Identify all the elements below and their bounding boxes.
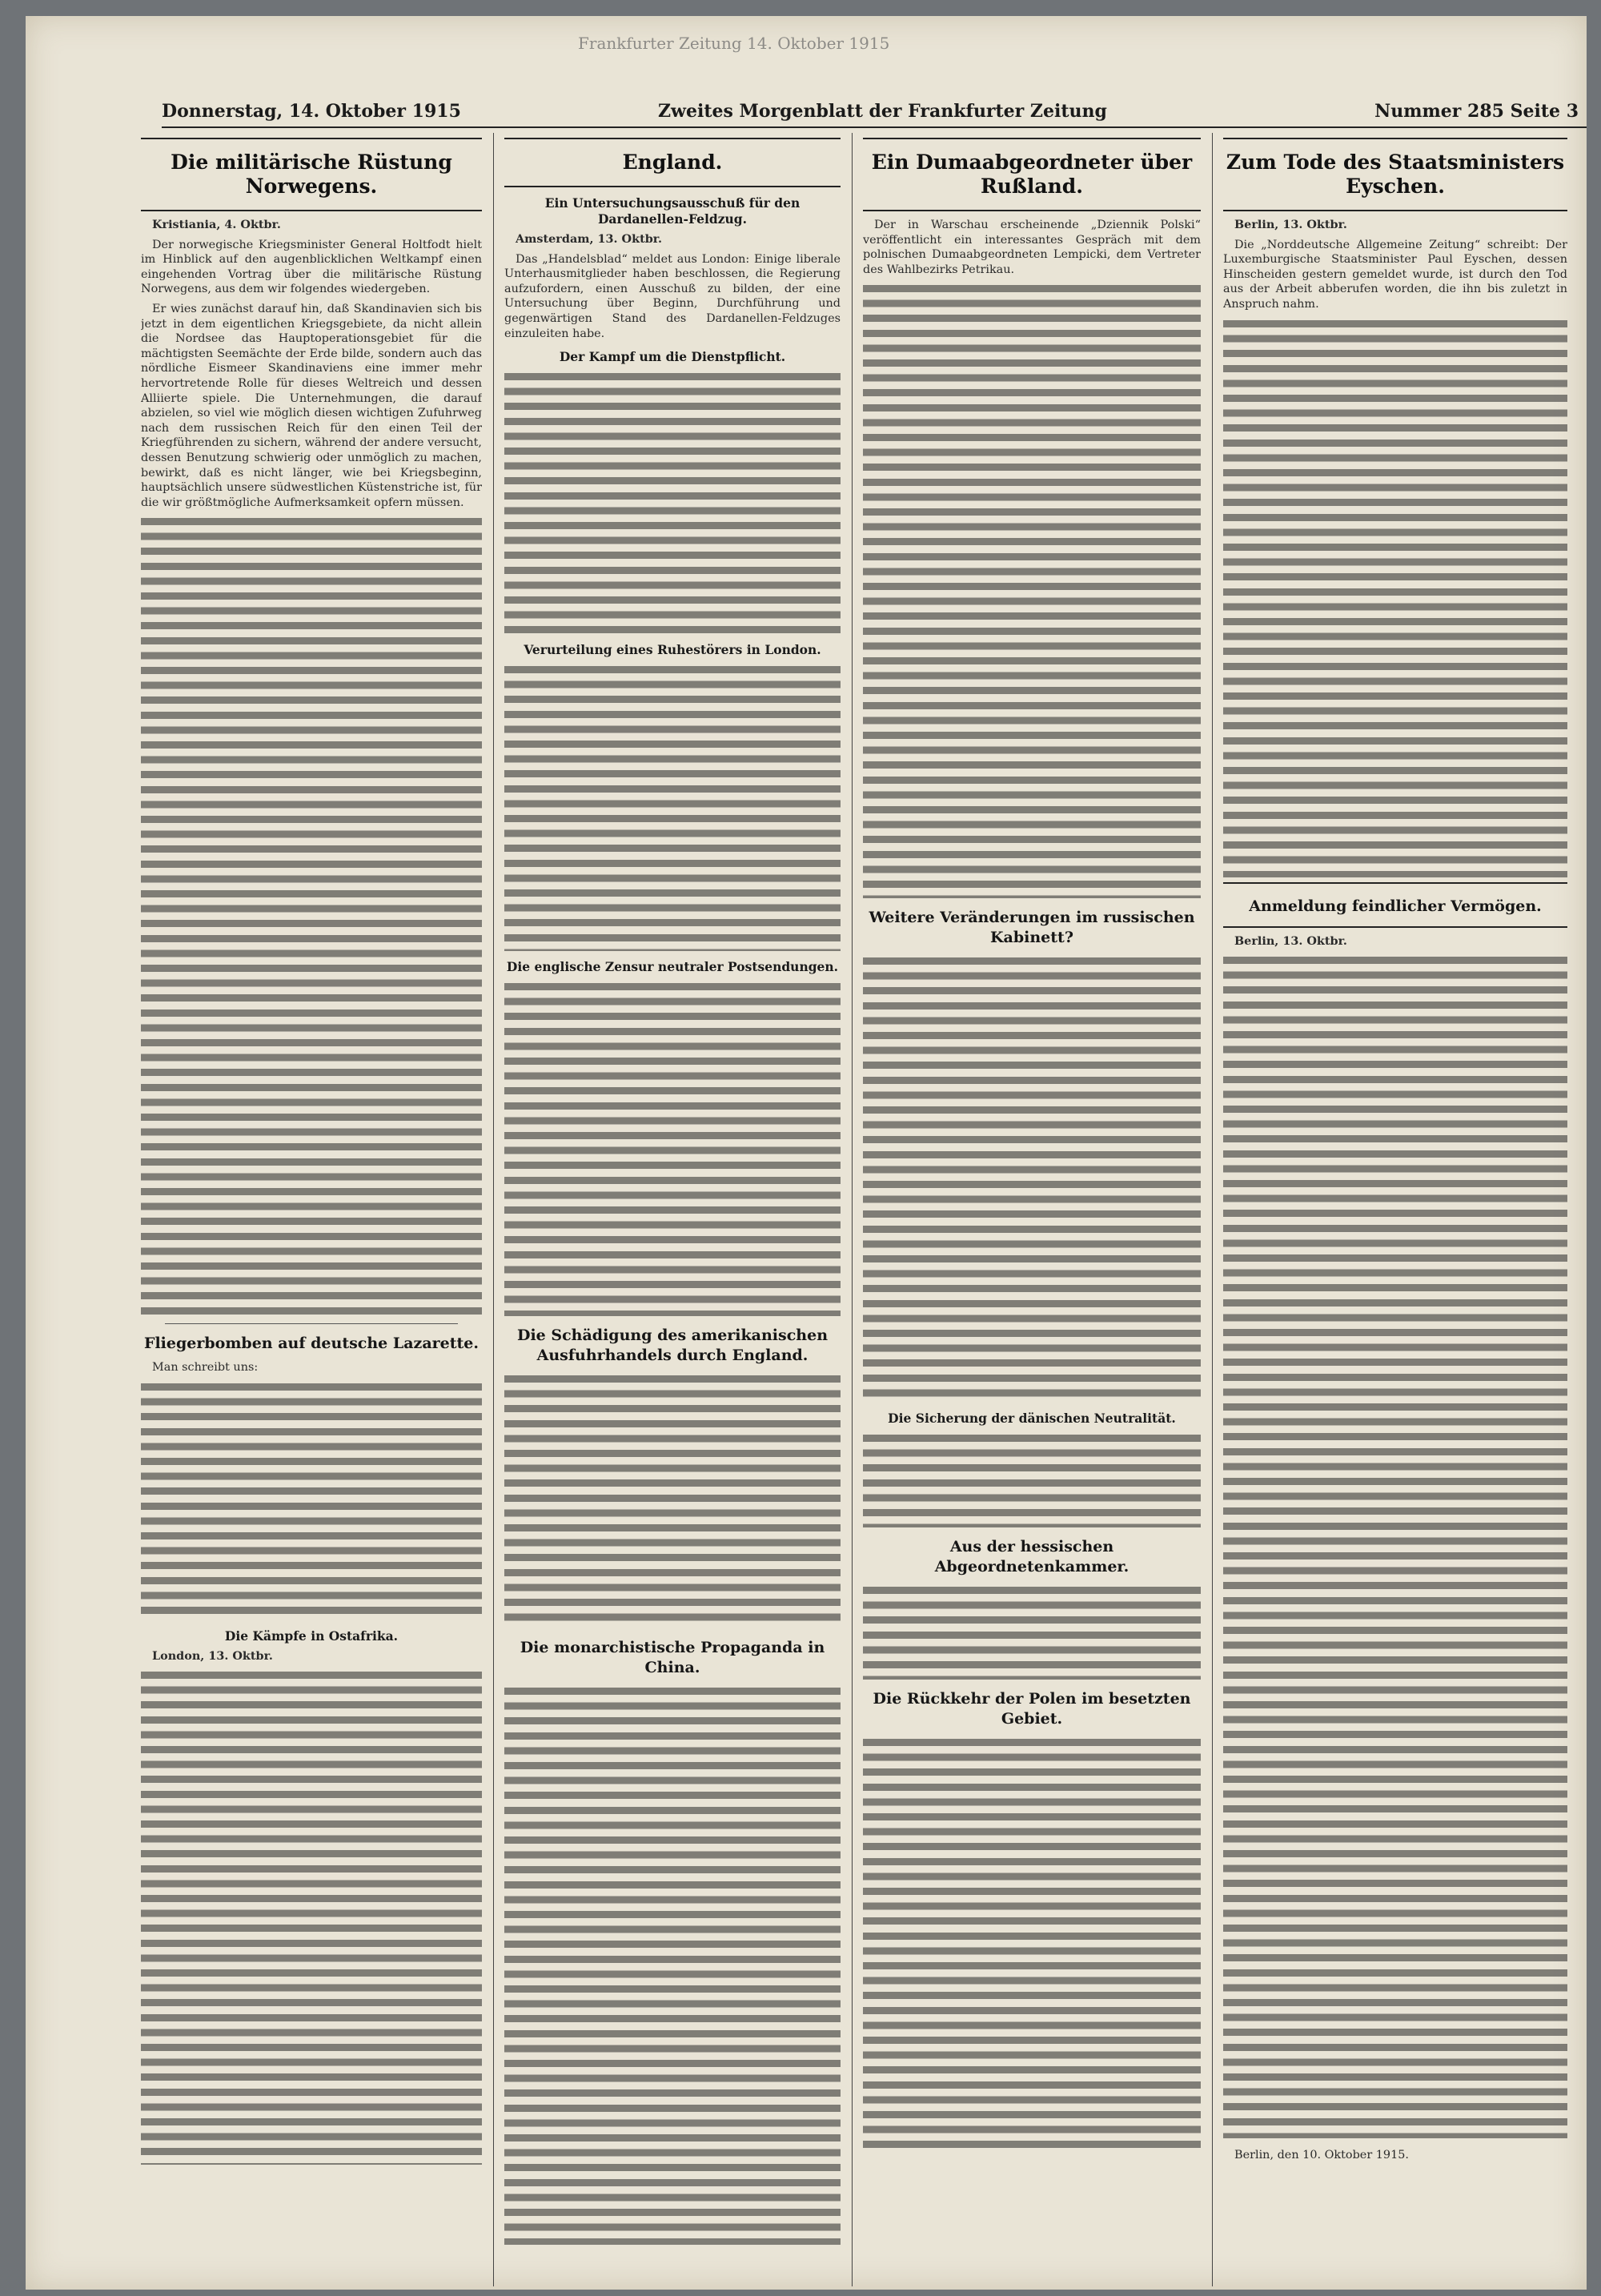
filler-text xyxy=(863,1584,1201,1680)
article-title: Anmeldung feindlicher Vermögen. xyxy=(1249,897,1542,915)
filler-text xyxy=(1223,953,1567,2138)
filler-text xyxy=(863,1431,1201,1527)
header-date: Donnerstag, 14. Oktober 1915 xyxy=(162,101,461,122)
article-intro: Das „Handelsblad“ meldet aus London: Einige liberale Unterhausmitglieder haben beschlossen, die Regierung aufzufordern, einen Ausschuß zu bilden, der eine Untersuchung über Beginn, Durchführung und gegenwärtigen Stand des Dardanellen-Feldzuges einzuleiten habe. xyxy=(504,252,841,340)
column-2 xyxy=(504,133,841,2286)
article-body: Er wies zunächst darauf hin, daß Skandinavien sich bis jetzt in dem eigentlichen Kriegsgebiete, da nicht allein die Nordsee das Hauptoperationsgebiet für die mächtigsten Seemächte der Erde bilde, sondern auch das nördliche Eismeer Skandinaviens eine immer mehr hervortretende Rolle für dieses Weltreich und dessen Alliierte spiele. Die Unternehmungen, die darauf abzielen, so viel wie möglich diesen wichtigen Zufuhrweg nach dem russischen Reich für den einen Teil der Kriegführenden zu sichern, während der andere versucht, dessen Benutzung schwierig oder unmöglich zu machen, bewirkt, daß es nicht länger, wie bei Kriegsbeginn, hauptsächlich unsere südwestlichen Küstenstriche ist, für die wir größtmögliche Aufmerksamkeit opfern müssen. xyxy=(141,302,482,509)
header-masthead: Zweites Morgenblatt der Frankfurter Zeitung xyxy=(658,101,1107,122)
page-header xyxy=(162,93,1587,128)
article-title: Der Kampf um die Dienstpflicht. xyxy=(559,349,786,365)
article-title: Die Kämpfe in Ostafrika. xyxy=(224,1628,399,1644)
article-dateline: Amsterdam, 13. Oktbr. xyxy=(516,232,663,246)
filler-text xyxy=(504,663,841,951)
article-title: Zum Tode des Staatsministers Eyschen. xyxy=(1226,151,1565,198)
article-intro: Die „Norddeutsche Allgemeine Zeitung“ schreibt: Der Luxemburgische Staatsminister Paul Eyschen, dessen Hinscheiden gestern gemeldet wurde, ist durch den Tod aus der Arbeit abberufen worden, die ihn bis zuletzt in Anspruch nahm. xyxy=(1223,238,1567,311)
filler-text xyxy=(863,954,1201,1403)
article-title: Fliegerbomben auf deutsche Lazarette. xyxy=(143,1335,479,1353)
article-title: Die Schädigung des amerikanischen Ausfuhrhandels durch England. xyxy=(516,1327,829,1365)
article-intro: Der in Warschau erscheinende „Dziennik Polski“ veröffentlicht ein interessantes Gespräch mit dem polnischen Dumaabgeordneten Lempicki, dem Vertreter des Wahlbezirks Petrikau. xyxy=(863,219,1201,276)
article-title: Weitere Veränderungen im russischen Kabinett? xyxy=(869,909,1195,947)
article-subtitle: Ein Untersuchungsausschuß für den Dardanellen-Feldzug. xyxy=(544,195,800,227)
archive-stamp: Frankfurter Zeitung 14. Oktober 1915 xyxy=(578,34,890,53)
article-title: Die militärische Rüstung Norwegens. xyxy=(171,151,452,198)
header-page-number: Nummer 285 Seite 3 xyxy=(1374,101,1579,122)
filler-text xyxy=(141,1380,482,1620)
column-rule xyxy=(493,133,494,2286)
filler-text xyxy=(504,980,841,1316)
article-dateline: London, 13. Oktbr. xyxy=(152,1648,273,1663)
filler-text xyxy=(504,1684,841,2245)
newspaper-page xyxy=(26,16,1587,2290)
article-lead: Man schreibt uns: xyxy=(152,1361,259,1375)
article-intro: Der norwegische Kriegsminister General Holtfodt hielt im Hinblick auf den augenblicklichen Weltkampf einen eingehenden Vortrag über die militärische Rüstung Norwegens, aus dem wir folgendes wiedergeben. xyxy=(141,238,482,296)
article-title: Die englische Zensur neutraler Postsendungen. xyxy=(506,959,839,975)
filler-text xyxy=(141,1668,482,2165)
closing-dateline: Berlin, den 10. Oktober 1915. xyxy=(1234,2149,1409,2162)
filler-text xyxy=(504,1372,841,1628)
article-dateline: Berlin, 13. Oktbr. xyxy=(1234,218,1347,231)
column-4 xyxy=(1223,133,1567,2286)
article-dateline: Berlin, 13. Oktbr. xyxy=(1234,933,1347,948)
article-title: Die monarchistische Propaganda in China. xyxy=(520,1639,825,1677)
article-title: Aus der hessischen Abgeordnetenkammer. xyxy=(934,1538,1130,1576)
column-rule xyxy=(1212,133,1213,2286)
filler-text xyxy=(863,282,1201,898)
filler-text xyxy=(141,515,482,1315)
article-title: Ein Dumaabgeordneter über Rußland. xyxy=(871,151,1193,198)
article-dateline: Kristiania, 4. Oktbr. xyxy=(152,218,281,231)
filler-text xyxy=(504,370,841,634)
filler-text xyxy=(1223,317,1567,877)
article-title: Verurteilung eines Ruhestörers in London. xyxy=(524,642,821,658)
article-title: Die Rückkehr der Polen im besetzten Gebiet. xyxy=(873,1690,1191,1728)
column-rule xyxy=(852,133,853,2286)
article-title: Die Sicherung der dänischen Neutralität. xyxy=(888,1411,1176,1427)
filler-text xyxy=(863,1736,1201,2152)
column-1 xyxy=(141,133,482,2286)
article-title: England. xyxy=(622,151,723,174)
column-3 xyxy=(863,133,1201,2286)
